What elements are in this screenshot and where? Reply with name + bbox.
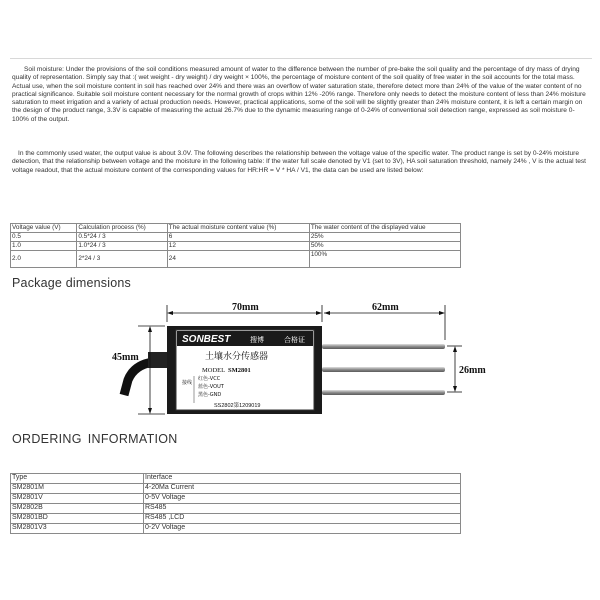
paragraph-output-voltage: In the commonly used water, the output value is about 3.0V. The following describes the relationship between the voltage value of the specific water. The product range is set by 0-24% moisture detection, that the relationship between voltage and the moisture in the following table: If the water full scale denoted by V1 (set to 3V), HA soil saturation threshold, namely 24% , V is the actual test voltage readout, that the actual moisture content of the corresponding values for HR:HR = V * HA / V1, the data can be used are listed below: xyxy=(12,150,586,174)
brand-name-cn: 搜博 xyxy=(250,336,264,344)
table-cell: SM2801M xyxy=(11,484,144,494)
table-header-cell: Calculation process (%) xyxy=(77,224,167,233)
package-dimensions-heading: Package dimensions xyxy=(12,276,131,290)
table-row xyxy=(11,504,461,514)
table-cell: 4-20Ma Current xyxy=(144,484,461,494)
table-row xyxy=(11,233,461,242)
sensor-dimension-diagram xyxy=(110,300,510,425)
model-number: SM2801 xyxy=(228,367,251,374)
probe-bottom xyxy=(322,390,445,395)
ordering-heading-word: ORDERING xyxy=(12,432,82,446)
table-header-row xyxy=(11,224,461,233)
table-cell: 0-2V Voltage xyxy=(144,524,461,534)
paragraph-soil-moisture: Soil moisture: Under the provisions of the soil conditions measured amount of water to the difference between the number of pre-bake the soil quality and the percentage of dry mass of drying quality of representation. Simply say that :( wet weight - dry weight) / dry weight × 100%, the percentage of moisture content of the soil quality of free water in the soil accounts for the total mass. Actual use, when the soil moisture content in soil has reached over 24% and there was an overflow of water saturation state, therefore detect more than 24% of the value of the water content of no practical significance. Suitable soil moisture content necessary for the normal growth of crops within 12% -20% range. Therefore only needs to detect the moisture content of less than 24% moisture saturation to meet irrigation and a variety of actual production needs. However, practical applications, some of the soil will be slightly greater than 24% moisture content, it is left a certain margin on the design of the product range, 3.3V is capable of measuring the actual 26.7% due to the dynamic measuring range of 0-24% of conventional soil detection range, expressed as soil moisture 0-100% of the output. xyxy=(12,66,586,123)
wiring-header: 接线 xyxy=(182,380,193,386)
table-cell: 2*24 / 3 xyxy=(77,251,167,268)
serial-number: SS2802第1209019 xyxy=(214,403,261,409)
wire-black-gnd: 黑色-GND xyxy=(198,392,222,398)
dimension-probe-span: 26mm xyxy=(459,365,486,376)
brand-name: SONBEST xyxy=(182,334,231,345)
table-cell: SM2801V3 xyxy=(11,524,144,534)
table-row xyxy=(11,484,461,494)
table-cell: RS485 xyxy=(144,504,461,514)
table-cell: 100% xyxy=(309,251,460,268)
table-cell: 25% xyxy=(309,233,460,242)
probe-top xyxy=(322,344,445,349)
certificate-label: 合格证 xyxy=(284,336,305,344)
table-header-cell: Interface xyxy=(144,474,461,484)
ordering-table xyxy=(10,473,461,534)
probe-middle xyxy=(322,367,445,372)
table-cell: SM2802B xyxy=(11,504,144,514)
table-row xyxy=(11,514,461,524)
table-row xyxy=(11,494,461,504)
table-cell: 24 xyxy=(167,251,309,268)
cable-gland xyxy=(148,352,168,368)
table-cell: RS485 ,LCD xyxy=(144,514,461,524)
table-cell: 2.0 xyxy=(11,251,77,268)
table-cell: 1.0*24 / 3 xyxy=(77,242,167,251)
table-header-cell: The water content of the displayed value xyxy=(309,224,460,233)
top-divider xyxy=(10,58,592,59)
dimension-body-height: 45mm xyxy=(112,352,139,363)
table-header-row xyxy=(11,474,461,484)
table-row xyxy=(11,524,461,534)
table-header-cell: The actual moisture content value (%) xyxy=(167,224,309,233)
table-cell: 0-5V Voltage xyxy=(144,494,461,504)
model-label: MODEL xyxy=(202,367,226,374)
table-row xyxy=(11,251,461,268)
table-cell: 12 xyxy=(167,242,309,251)
table-cell: SM2801V xyxy=(11,494,144,504)
ordering-heading-word: INFORMATION xyxy=(87,432,178,446)
voltage-table xyxy=(10,223,461,268)
table-cell: 6 xyxy=(167,233,309,242)
table-cell: 1.0 xyxy=(11,242,77,251)
table-cell: SM2801BD xyxy=(11,514,144,524)
dimension-body-width: 70mm xyxy=(232,302,259,313)
table-header-cell: Voltage value (V) xyxy=(11,224,77,233)
table-cell: 0.5*24 / 3 xyxy=(77,233,167,242)
ordering-information-heading xyxy=(12,432,178,446)
dimension-probe-length: 62mm xyxy=(372,302,399,313)
table-row xyxy=(11,242,461,251)
table-cell: 50% xyxy=(309,242,460,251)
table-cell: 0.5 xyxy=(11,233,77,242)
wire-blue-vout: 蓝色-VOUT xyxy=(198,384,224,390)
table-header-cell: Type xyxy=(11,474,144,484)
product-name-cn: 土壤水分传感器 xyxy=(205,352,269,362)
wire-red-vcc: 红色-VCC xyxy=(198,376,221,382)
